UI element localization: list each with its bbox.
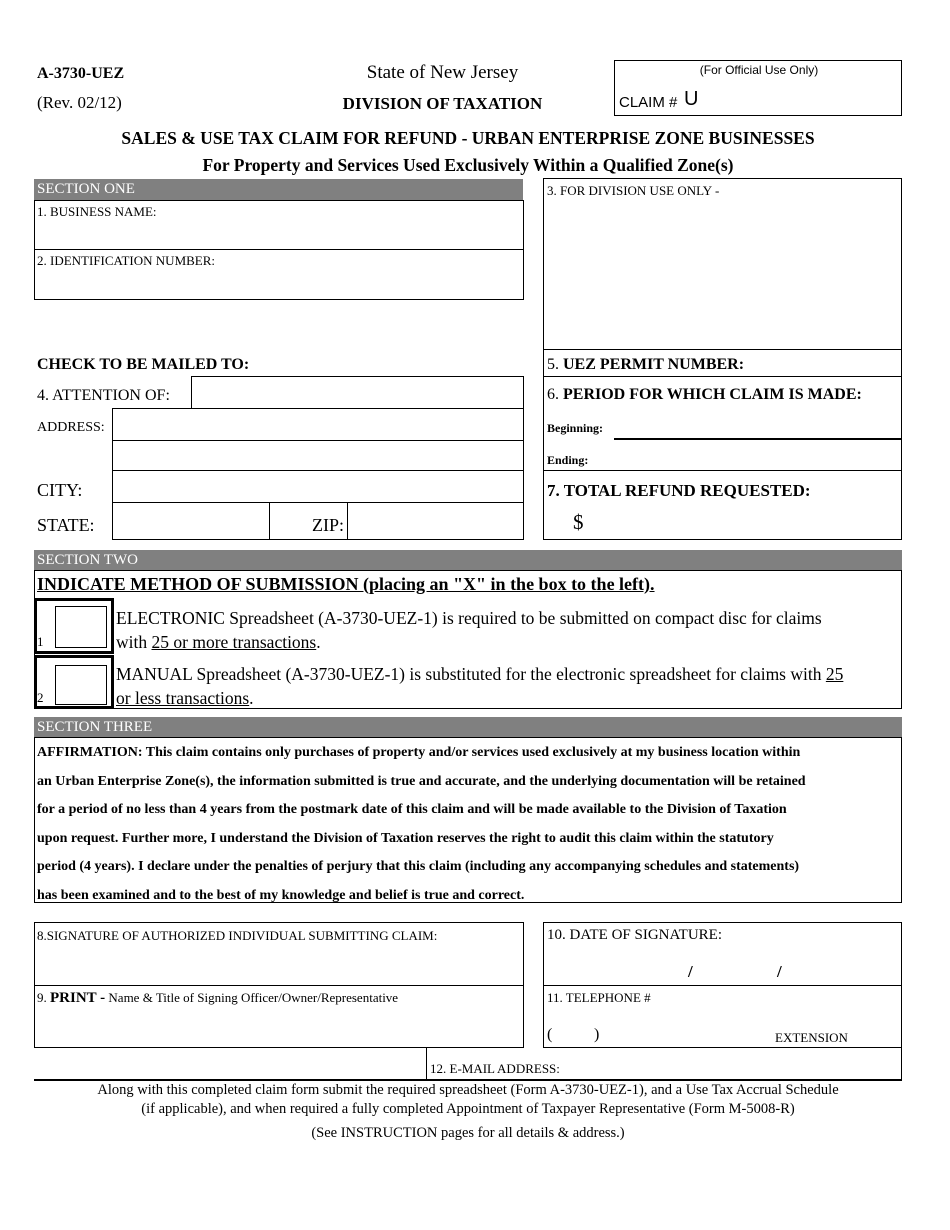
date-year-input[interactable] [795,960,899,984]
area-code-close: ) [594,1026,600,1043]
city-label: CITY: [37,480,83,500]
telephone-label: 11. TELEPHONE # [547,990,651,1005]
business-name-label: 1. BUSINESS NAME: [37,204,157,219]
option2-number: 2 [37,690,44,705]
option2-text: MANUAL Spreadsheet (A-3730-UEZ-1) is substituted for the electronic spreadsheet for claims with 25 or less transactions. [116,664,844,708]
date-of-signature-label: 10. DATE OF SIGNATURE: [547,927,723,943]
divider [543,376,902,377]
divider [543,349,902,350]
period-label: 6. PERIOD FOR WHICH CLAIM IS MADE: [547,386,862,403]
uez-permit-label: 5. UEZ PERMIT NUMBER: [547,356,745,373]
state-input[interactable] [116,507,268,537]
mail-to-heading: CHECK TO BE MAILED TO: [37,356,250,373]
footer-line: Along with this completed claim form submit the required spreadsheet (Form A-3730-UEZ-1), and a Use Tax Accrual Schedule [97,1082,839,1098]
option1-text: ELECTRONIC Spreadsheet (A-3730-UEZ-1) is required to be submitted on compact disc for claims with 25 or more transactions. [116,608,822,652]
print-name-input[interactable] [37,1012,521,1044]
date-day-input[interactable] [705,960,774,984]
attention-label: 4. ATTENTION OF: [37,387,170,404]
option1-number: 1 [37,634,44,649]
divider [426,1048,427,1080]
email-bottom-line [34,1079,902,1081]
state-name: State of New Jersey [366,62,519,83]
area-code-input[interactable] [555,1026,595,1048]
signature-input[interactable] [37,950,521,982]
email-label: 12. E-MAIL ADDRESS: [430,1061,560,1076]
divider [112,440,524,441]
state-label: STATE: [37,515,95,535]
city-input[interactable] [116,474,522,501]
affirmation-text [37,739,897,911]
signature-label: 8.SIGNATURE OF AUTHORIZED INDIVIDUAL SUBMITTING CLAIM: [37,928,438,943]
email-input[interactable] [560,1056,900,1078]
date-slash: / [688,962,693,981]
beginning-label: Beginning: [547,421,604,435]
address-line2-input[interactable] [116,443,522,470]
affirmation-line: period (4 years). I declare under the penalties of perjury that this claim (including any accompanying schedules and statements) [37,859,800,875]
official-use-label: (For Official Use Only) [699,63,819,77]
division-use-label: 3. FOR DIVISION USE ONLY - [547,183,720,198]
beginning-line [614,438,902,440]
business-name-input[interactable] [37,222,521,248]
identification-number-label: 2. IDENTIFICATION NUMBER: [37,253,216,268]
date-slash: / [777,962,782,981]
extension-label: EXTENSION [775,1030,848,1045]
division-name: DIVISION OF TAXATION [342,94,543,113]
affirmation-line: for a period of no less than 4 years from the postmark date of this claim and will be made available to the Division of Taxation [37,802,787,818]
divider [34,249,524,250]
period-beginning-input[interactable] [615,416,899,440]
total-refund-label: 7. TOTAL REFUND REQUESTED: [547,481,811,500]
divider [112,470,524,471]
uez-permit-input[interactable] [745,354,899,378]
divider [543,985,902,986]
total-refund-input[interactable] [595,512,894,538]
period-ending-input[interactable] [615,447,899,471]
form-subtitle: For Property and Services Used Exclusively Within a Qualified Zone(s) [202,155,734,175]
form-number: A-3730-UEZ [37,65,125,82]
footer-line: (if applicable), and when required a fully completed Appointment of Taxpayer Representative (Form M-5008-R) [141,1101,795,1117]
affirmation-line: AFFIRMATION: This claim contains only purchases of property and/or services used exclusively at my business location within [37,745,801,760]
print-name-label: 9. PRINT - Name & Title of Signing Officer/Owner/Representative [37,990,399,1006]
manual-checkbox[interactable] [55,665,107,705]
divider [347,502,348,540]
divider [269,502,270,540]
divider [112,502,524,503]
area-code-open: ( [547,1026,553,1043]
address-label: ADDRESS: [37,420,105,435]
affirmation-line: an Urban Enterprise Zone(s), the information submitted is true and accurate, and the underlying documentation will be retained [37,773,806,789]
zip-input[interactable] [351,507,523,537]
address-line1-input[interactable] [116,412,522,439]
electronic-checkbox[interactable] [55,606,107,648]
divider [34,985,524,986]
claim-number-label: CLAIM # [619,94,678,111]
zip-label: ZIP: [312,515,345,535]
affirmation-line: upon request. Further more, I understand the Division of Taxation reserves the right to audit this claim within the statutory [37,830,774,846]
section-one-header: SECTION ONE [34,179,523,200]
attention-input[interactable] [195,380,522,407]
form-revision: (Rev. 02/12) [37,93,122,112]
submission-instruction: INDICATE METHOD OF SUBMISSION (placing an "X" in the box to the left). [37,574,655,594]
ending-label: Ending: [547,453,589,467]
dollar-sign: $ [573,510,584,534]
section-two-header: SECTION TWO [34,550,902,570]
claim-number-input[interactable] [705,90,899,114]
divider [543,470,902,471]
affirmation-line: has been examined and to the best of my knowledge and belief is true and correct. [37,887,525,903]
divider [901,1048,902,1080]
section-three-header: SECTION THREE [34,717,902,737]
telephone-input[interactable] [605,1024,769,1046]
extension-input[interactable] [850,1026,902,1048]
identification-number-input[interactable] [37,271,521,297]
claim-number-prefix: U [684,88,699,110]
date-month-input[interactable] [640,960,686,984]
footer-instruction-note: (See INSTRUCTION pages for all details & address.) [311,1125,625,1141]
form-title: SALES & USE TAX CLAIM FOR REFUND - URBAN ENTERPRISE ZONE BUSINESSES [121,128,815,148]
